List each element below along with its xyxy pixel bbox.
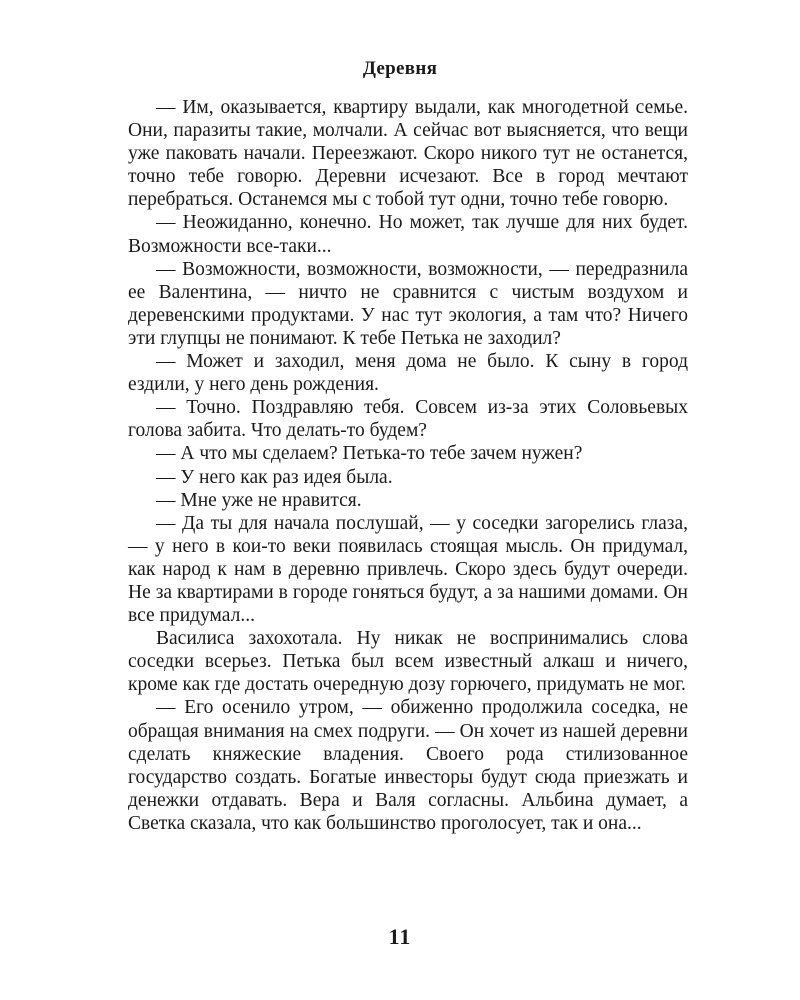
paragraph: — Им, оказывается, квартиру выдали, как многодетной семье. Они, паразиты такие, молчали. А сейчас вот выясняется, что вещи уже паковать начали. Переезжают. Скоро никого тут не останется, точно тебе говорю. Деревни исчезают. Все в город мечтают перебраться. Останемся мы с тобой тут одни, точно тебе говорю.: [128, 97, 688, 211]
running-head: Деревня: [362, 58, 438, 79]
paragraph: — Мне уже не нравится.: [156, 489, 362, 511]
paragraph: — Да ты для начала послушай, — у соседки загорелись глаза, — у него в кои-то веки появилась стоящая мысль. Он придумал, как народ к нам в деревню привлечь. Скоро здесь будут очереди. Не за квартирами в городе гоняться будут, а за нашими домами. Он все придумал...: [128, 512, 688, 627]
paragraph: — Его осенило утром, — обиженно продолжила соседка, не обращая внимания на смех подруги. — Он хочет из нашей деревни сделать княжеские владения. Своего рода стилизованное государство создать. Богатые инвесторы будут сюда приезжать и денежки отдавать. Вера и Валя согласны. Альбина думает, а Светка сказала, что как большинство проголосует, так и она...: [128, 697, 688, 834]
paragraph: — У него как раз идея была.: [156, 466, 393, 488]
page-number: 11: [388, 924, 412, 949]
paragraph: — Может и заходил, меня дома не было. К сыну в город ездили, у него день рождения.: [128, 351, 688, 396]
paragraph: — Возможности, возможности, возможности, — передразнила ее Валентина, — ничто не сравнится с чистым воздухом и деревенскими продуктами. У нас тут экология, а там что? Ничего эти глупцы не понимают. К тебе Петька не заходил?: [128, 258, 688, 349]
paragraph: — А что мы сделаем? Петька-то тебе зачем нужен?: [156, 443, 583, 465]
body-text: [128, 96, 688, 835]
paragraph: — Неожиданно, конечно. Но может, так лучше для них будет. Возможности все-таки...: [128, 212, 688, 257]
paragraph: — Точно. Поздравляю тебя. Совсем из-за этих Соловьевых голова забита. Что делать-то будем?: [128, 397, 688, 442]
paragraph: Василиса захохотала. Ну никак не воспринимались слова соседки всерьез. Петька был всем известный алкаш и ничего, кроме как где достать очередную дозу горючего, придумать не мог.: [128, 628, 688, 696]
